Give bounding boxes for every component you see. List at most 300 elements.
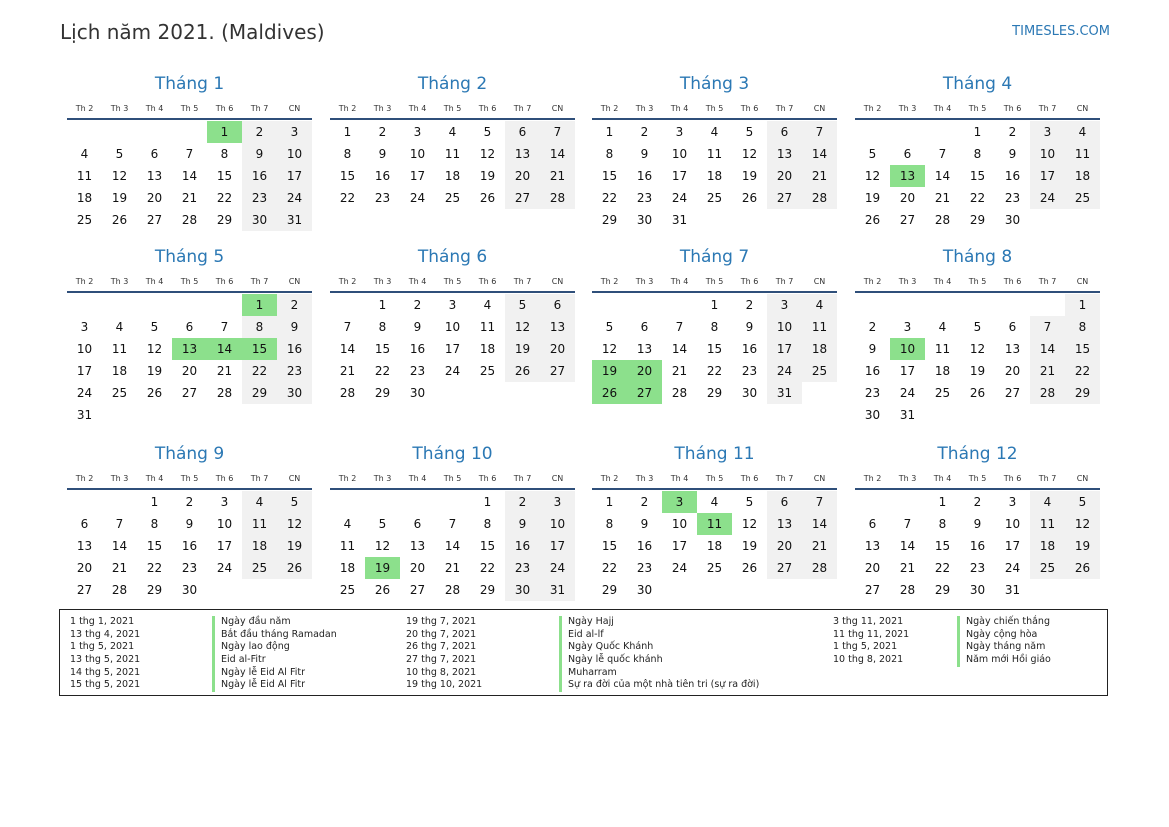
day-cell: 5	[973, 320, 982, 334]
day-cell: 8	[242, 316, 277, 338]
day-cell: 9	[745, 320, 754, 334]
month-title: Tháng 8	[942, 247, 1013, 267]
day-cell: 21	[339, 364, 356, 378]
month-title: Tháng 7	[679, 247, 750, 267]
month-divider	[855, 488, 1100, 490]
day-cell: 9	[378, 147, 387, 161]
day-cell: 22	[339, 191, 356, 205]
day-cell: 26	[277, 557, 312, 579]
day-cell: 26	[505, 360, 540, 382]
day-cell: 26	[1065, 557, 1100, 579]
day-cell: 12	[146, 342, 163, 356]
day-cell: 11	[339, 539, 356, 553]
weekday-label: Th 5	[180, 104, 199, 113]
day-cell: 6	[505, 121, 540, 143]
day-cell: 30	[505, 579, 540, 601]
day-cell: 2	[640, 495, 649, 509]
day-cell: 28	[216, 386, 233, 400]
weekday-label: CN	[1076, 104, 1089, 113]
day-cell: 10	[671, 517, 688, 531]
day-cell: 25	[802, 360, 837, 382]
weekday-label: CN	[551, 104, 564, 113]
day-cell: 18	[934, 364, 951, 378]
day-cell: 20	[899, 191, 916, 205]
weekday-label: Th 5	[705, 474, 724, 483]
day-cell: 22	[969, 191, 986, 205]
weekday-label: Th 2	[600, 474, 619, 483]
legend-holiday-name: Muharram	[559, 667, 759, 680]
day-cell: 22	[479, 561, 496, 575]
day-cell: 11	[934, 342, 951, 356]
day-cell: 25	[706, 191, 723, 205]
month-title: Tháng 6	[417, 247, 488, 267]
day-cell: 20	[505, 165, 540, 187]
day-cell: 10	[444, 320, 461, 334]
day-cell: 1	[605, 125, 614, 139]
day-cell: 23	[409, 364, 426, 378]
day-cell: 24	[540, 557, 575, 579]
legend-holiday-name: Eid al-lf	[559, 629, 759, 642]
day-cell: 29	[1065, 382, 1100, 404]
day-cell: 31	[76, 408, 93, 422]
day-cell: 9	[640, 147, 649, 161]
weekday-label: Th 3	[635, 474, 654, 483]
weekday-label: Th 3	[635, 104, 654, 113]
day-cell: 19	[1065, 535, 1100, 557]
weekday-label: CN	[1076, 474, 1089, 483]
day-cell: 3	[903, 320, 912, 334]
legend-holiday-name: Ngày lễ Eid Al Fitr	[212, 667, 337, 680]
page-title: Lịch năm 2021. (Maldives)	[60, 20, 325, 44]
legend-holiday-name: Ngày lễ quốc khánh	[559, 654, 759, 667]
day-cell: 27	[767, 557, 802, 579]
day-cell: 11	[802, 316, 837, 338]
day-cell: 29	[374, 386, 391, 400]
weekday-label: Th 6	[1003, 104, 1022, 113]
weekday-label: Th 6	[740, 277, 759, 286]
day-cell: 17	[671, 169, 688, 183]
day-cell: 28	[899, 583, 916, 597]
weekday-label: Th 2	[863, 104, 882, 113]
month-title: Tháng 3	[679, 74, 750, 94]
legend-date: 26 thg 7, 2021	[406, 641, 477, 653]
day-cell: 14	[540, 143, 575, 165]
weekday-label: CN	[813, 474, 826, 483]
day-cell: 5	[605, 320, 614, 334]
day-cell: 30	[277, 382, 312, 404]
weekday-label: Th 7	[775, 474, 794, 483]
day-cell: 4	[242, 491, 277, 513]
day-cell: 16	[969, 539, 986, 553]
day-cell: 2	[1008, 125, 1017, 139]
day-cell: 16	[1004, 169, 1021, 183]
calendar-grid	[67, 74, 1101, 604]
month-divider	[67, 118, 312, 120]
day-cell: 17	[767, 338, 802, 360]
day-cell: 26	[741, 561, 758, 575]
day-cell: 8	[973, 147, 982, 161]
day-cell: 8	[938, 517, 947, 531]
day-cell: 20	[767, 165, 802, 187]
day-cell: 9	[1008, 147, 1017, 161]
day-cell: 14	[802, 513, 837, 535]
day-cell: 4	[802, 294, 837, 316]
day-cell: 4	[710, 125, 719, 139]
day-cell: 2	[868, 320, 877, 334]
day-cell: 21	[899, 561, 916, 575]
day-cell: 2	[745, 298, 754, 312]
day-cell: 27	[76, 583, 93, 597]
day-cell: 9	[242, 143, 277, 165]
day-cell: 7	[675, 320, 684, 334]
day-cell: 2	[973, 495, 982, 509]
day-cell: 30	[242, 209, 277, 231]
day-cell: 8	[343, 147, 352, 161]
day-cell: 4	[1030, 491, 1065, 513]
day-cell: 11	[1065, 143, 1100, 165]
day-cell: 15	[601, 539, 618, 553]
day-cell: 12	[277, 513, 312, 535]
day-cell: 21	[444, 561, 461, 575]
day-cell: 14	[444, 539, 461, 553]
day-cell: 11	[242, 513, 277, 535]
day-cell: 29	[706, 386, 723, 400]
weekday-label: Th 5	[968, 104, 987, 113]
legend-holiday-name: Ngày lao động	[212, 641, 337, 654]
day-cell: 12	[741, 517, 758, 531]
month-7	[592, 247, 837, 426]
day-cell: 21	[671, 364, 688, 378]
day-cell: 14	[111, 539, 128, 553]
day-cell: 27	[540, 360, 575, 382]
day-cell: 2	[640, 125, 649, 139]
day-cell: 29	[216, 213, 233, 227]
day-cell: 12	[374, 539, 391, 553]
day-cell: 18	[444, 169, 461, 183]
day-cell: 8	[710, 320, 719, 334]
day-cell: 13	[505, 143, 540, 165]
day-cell: 19	[146, 364, 163, 378]
weekday-label: Th 5	[443, 474, 462, 483]
day-cell: 27	[1004, 386, 1021, 400]
legend-holiday-name: Ngày tháng năm	[957, 641, 1051, 654]
month-divider	[330, 291, 575, 293]
day-cell: 23	[636, 561, 653, 575]
day-cell: 13	[767, 143, 802, 165]
month-12	[855, 444, 1100, 623]
day-cell: 15	[479, 539, 496, 553]
day-cell: 30	[181, 583, 198, 597]
day-cell: 21	[540, 165, 575, 187]
day-cell: 18	[76, 191, 93, 205]
legend-date: 13 thg 4, 2021	[70, 628, 141, 640]
day-cell: 14	[899, 539, 916, 553]
day-cell: 27	[146, 213, 163, 227]
day-cell: 6	[413, 517, 422, 531]
day-cell: 30	[741, 386, 758, 400]
day-cell: 12	[111, 169, 128, 183]
day-cell: 13	[1004, 342, 1021, 356]
day-cell: 3	[277, 121, 312, 143]
day-cell: 28	[111, 583, 128, 597]
day-cell: 15	[934, 539, 951, 553]
day-cell: 5	[505, 294, 540, 316]
month-title: Tháng 9	[154, 444, 225, 464]
day-cell: 7	[185, 147, 194, 161]
day-cell: 7	[540, 121, 575, 143]
day-cell: 6	[1008, 320, 1017, 334]
day-cell: 12	[864, 169, 881, 183]
day-cell: 31	[671, 213, 688, 227]
legend-holiday-name: Ngày chiến thắng	[957, 616, 1051, 629]
day-cell: 30	[1004, 213, 1021, 227]
day-cell: 18	[1030, 535, 1065, 557]
legend-date: 19 thg 10, 2021	[406, 679, 483, 691]
day-cell: 17	[671, 539, 688, 553]
day-cell: 25	[242, 557, 277, 579]
day-cell: 21	[934, 191, 951, 205]
day-cell: 24	[671, 191, 688, 205]
weekday-label: Th 5	[968, 474, 987, 483]
month-divider	[592, 291, 837, 293]
day-cell: 10	[767, 316, 802, 338]
weekday-label: Th 4	[408, 277, 427, 286]
day-cell: 3	[448, 298, 457, 312]
day-cell: 24	[444, 364, 461, 378]
day-cell: 6	[903, 147, 912, 161]
weekday-label: Th 3	[373, 277, 392, 286]
day-cell: 22	[242, 360, 277, 382]
weekday-label: Th 6	[740, 104, 759, 113]
day-cell: 2	[505, 491, 540, 513]
legend-date: 1 thg 5, 2021	[70, 641, 135, 653]
day-cell: 28	[339, 386, 356, 400]
weekday-label: Th 2	[863, 474, 882, 483]
day-cell: 7	[343, 320, 352, 334]
day-cell: 25	[444, 191, 461, 205]
day-cell: 17	[216, 539, 233, 553]
day-cell: 31	[767, 382, 802, 404]
month-title: Tháng 12	[937, 444, 1018, 464]
day-cell: 27	[899, 213, 916, 227]
day-cell: 3	[1030, 121, 1065, 143]
day-cell: 25	[1065, 187, 1100, 209]
day-cell: 20	[409, 561, 426, 575]
day-cell: 2	[185, 495, 194, 509]
legend-holiday-name: Eid al-Fitr	[212, 654, 337, 667]
day-cell: 26	[146, 386, 163, 400]
day-cell: 5	[745, 495, 754, 509]
day-cell: 16	[181, 539, 198, 553]
day-cell: 28	[181, 213, 198, 227]
weekday-label: Th 5	[705, 277, 724, 286]
day-cell: 13	[767, 513, 802, 535]
weekday-label: Th 5	[705, 104, 724, 113]
day-cell: 4	[115, 320, 124, 334]
day-cell: 8	[483, 517, 492, 531]
legend-holiday-name: Ngày lễ Eid Al Fitr	[212, 679, 337, 692]
day-cell: 28	[934, 213, 951, 227]
day-cell: 3	[413, 125, 422, 139]
weekday-label: Th 7	[1038, 277, 1057, 286]
day-cell: 14	[802, 143, 837, 165]
day-cell: 1	[483, 495, 492, 509]
month-5	[67, 247, 312, 426]
weekday-label: Th 2	[600, 104, 619, 113]
day-cell: 6	[767, 491, 802, 513]
legend-date: 1 thg 5, 2021	[833, 641, 898, 653]
day-cell: 23	[181, 561, 198, 575]
day-cell: 1	[343, 125, 352, 139]
weekday-label: Th 5	[443, 104, 462, 113]
weekday-label: Th 7	[1038, 104, 1057, 113]
holiday-day-cell: 3	[662, 491, 697, 513]
day-cell: 7	[448, 517, 457, 531]
day-cell: 15	[216, 169, 233, 183]
day-cell: 7	[115, 517, 124, 531]
day-cell: 28	[540, 187, 575, 209]
day-cell: 11	[76, 169, 93, 183]
day-cell: 24	[277, 187, 312, 209]
day-cell: 8	[1065, 316, 1100, 338]
day-cell: 21	[1030, 360, 1065, 382]
day-cell: 16	[242, 165, 277, 187]
weekday-label: Th 7	[775, 104, 794, 113]
day-cell: 5	[868, 147, 877, 161]
weekday-label: Th 6	[478, 474, 497, 483]
weekday-label: Th 3	[110, 277, 129, 286]
legend-dates-col-3	[833, 616, 909, 667]
month-divider	[330, 118, 575, 120]
day-cell: 25	[934, 386, 951, 400]
weekday-label: Th 7	[250, 474, 269, 483]
day-cell: 30	[864, 408, 881, 422]
legend-date: 15 thg 5, 2021	[70, 679, 141, 691]
day-cell: 5	[378, 517, 387, 531]
day-cell: 26	[864, 213, 881, 227]
weekday-label: Th 2	[75, 104, 94, 113]
month-9	[67, 444, 312, 623]
day-cell: 31	[540, 579, 575, 601]
brand-link[interactable]: TIMESLES.COM	[1012, 24, 1110, 39]
weekday-label: CN	[813, 104, 826, 113]
day-cell: 5	[150, 320, 159, 334]
weekday-label: Th 6	[215, 104, 234, 113]
day-cell: 18	[339, 561, 356, 575]
month-4	[855, 74, 1100, 253]
day-cell: 12	[479, 147, 496, 161]
legend-holiday-name: Năm mới Hồi giáo	[957, 654, 1051, 667]
day-cell: 29	[242, 382, 277, 404]
day-cell: 20	[146, 191, 163, 205]
day-cell: 8	[220, 147, 229, 161]
month-title: Tháng 11	[674, 444, 755, 464]
day-cell: 16	[864, 364, 881, 378]
holiday-day-cell: 19	[592, 360, 627, 382]
weekday-label: Th 4	[145, 104, 164, 113]
weekday-label: Th 2	[338, 474, 357, 483]
month-title: Tháng 10	[412, 444, 493, 464]
weekday-label: Th 7	[513, 474, 532, 483]
weekday-label: Th 5	[443, 277, 462, 286]
day-cell: 26	[479, 191, 496, 205]
day-cell: 21	[181, 191, 198, 205]
month-title: Tháng 1	[154, 74, 225, 94]
day-cell: 24	[1030, 187, 1065, 209]
day-cell: 18	[242, 535, 277, 557]
day-cell: 23	[864, 386, 881, 400]
day-cell: 15	[969, 169, 986, 183]
weekday-label: Th 4	[933, 104, 952, 113]
day-cell: 11	[479, 320, 496, 334]
day-cell: 10	[216, 517, 233, 531]
holiday-day-cell: 19	[365, 557, 400, 579]
day-cell: 28	[444, 583, 461, 597]
day-cell: 23	[636, 191, 653, 205]
holiday-day-cell: 13	[172, 338, 207, 360]
day-cell: 22	[601, 561, 618, 575]
day-cell: 16	[636, 539, 653, 553]
day-cell: 24	[767, 360, 802, 382]
legend-names-col-2	[559, 616, 759, 692]
month-title: Tháng 4	[942, 74, 1013, 94]
day-cell: 5	[745, 125, 754, 139]
day-cell: 1	[605, 495, 614, 509]
legend-names-col-3	[957, 616, 1051, 667]
day-cell: 11	[1030, 513, 1065, 535]
day-cell: 31	[1004, 583, 1021, 597]
day-cell: 22	[146, 561, 163, 575]
day-cell: 3	[540, 491, 575, 513]
day-cell: 3	[1008, 495, 1017, 509]
weekday-label: Th 7	[250, 104, 269, 113]
weekday-label: Th 2	[338, 104, 357, 113]
month-10	[330, 444, 575, 623]
day-cell: 20	[540, 338, 575, 360]
day-cell: 17	[277, 165, 312, 187]
day-cell: 28	[671, 386, 688, 400]
weekday-label: Th 4	[670, 474, 689, 483]
legend-holiday-name: Ngày cộng hòa	[957, 629, 1051, 642]
day-cell: 16	[409, 342, 426, 356]
day-cell: 27	[864, 583, 881, 597]
weekday-label: Th 2	[863, 277, 882, 286]
day-cell: 14	[1030, 338, 1065, 360]
day-cell: 19	[277, 535, 312, 557]
day-cell: 22	[216, 191, 233, 205]
month-3	[592, 74, 837, 253]
day-cell: 15	[706, 342, 723, 356]
day-cell: 17	[76, 364, 93, 378]
day-cell: 4	[343, 517, 352, 531]
weekday-label: Th 3	[898, 474, 917, 483]
day-cell: 24	[76, 386, 93, 400]
day-cell: 27	[505, 187, 540, 209]
day-cell: 29	[969, 213, 986, 227]
legend-dates-col-2	[406, 616, 482, 692]
day-cell: 10	[540, 513, 575, 535]
day-cell: 16	[505, 535, 540, 557]
day-cell: 23	[1004, 191, 1021, 205]
day-cell: 2	[413, 298, 422, 312]
day-cell: 22	[374, 364, 391, 378]
day-cell: 27	[181, 386, 198, 400]
day-cell: 26	[111, 213, 128, 227]
day-cell: 11	[111, 342, 128, 356]
day-cell: 19	[505, 338, 540, 360]
day-cell: 9	[973, 517, 982, 531]
month-divider	[592, 488, 837, 490]
